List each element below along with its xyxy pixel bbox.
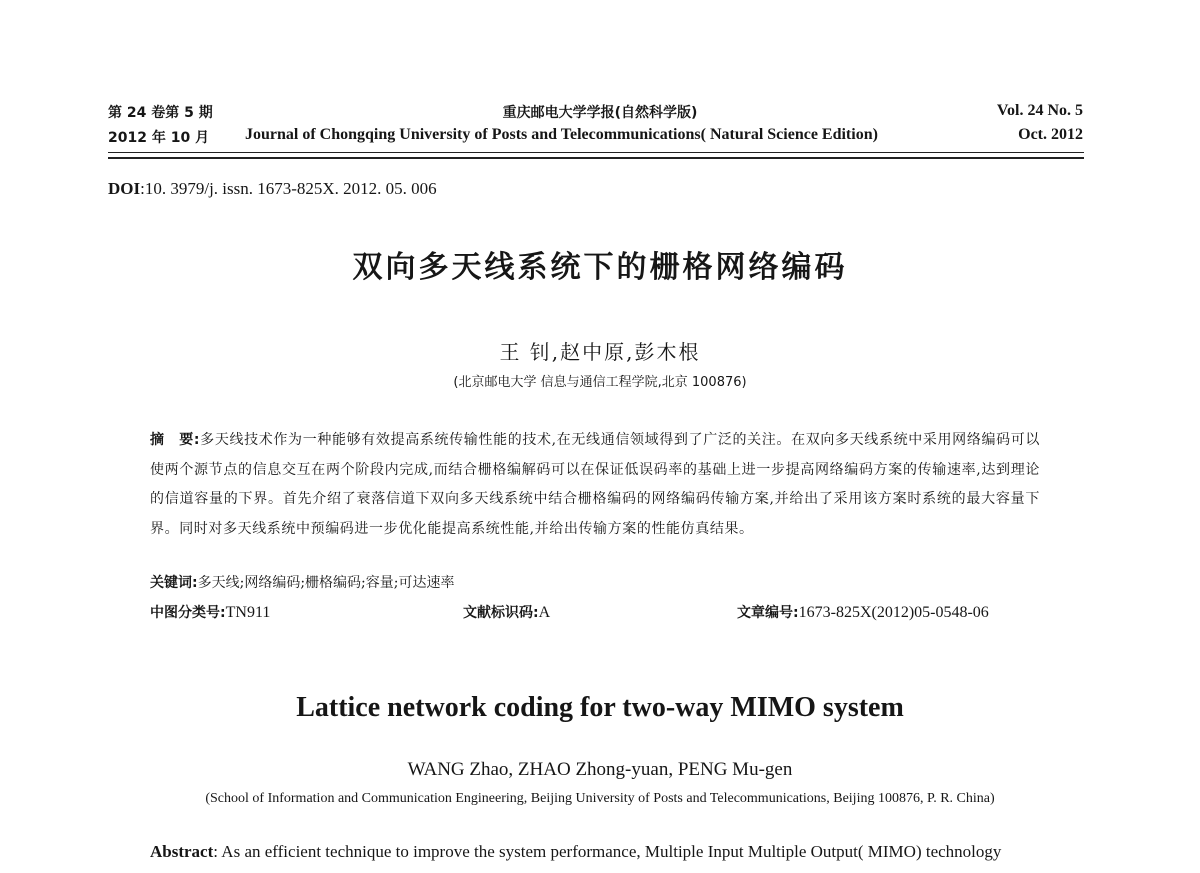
affiliation-cn: (北京邮电大学 信息与通信工程学院,北京 100876) <box>453 375 747 390</box>
abstract-cn-label: 摘 要: <box>150 432 201 448</box>
journal-title-en: Journal of Chongqing University of Posts and Telecommunications( Natural Science Edition) <box>245 126 878 143</box>
abstract-en-text: : As an efficient technique to improve the system performance, Multiple Input Multiple Output( MIMO) technology <box>213 842 1002 861</box>
volume-issue-en: Vol. 24 No. 5 <box>996 102 1083 119</box>
authors-en: WANG Zhao, ZHAO Zhong-yuan, PENG Mu-gen <box>407 759 793 780</box>
header-rule-thin <box>108 152 1084 153</box>
header-rule-thick <box>108 157 1084 159</box>
abstract-cn-text: 多天线技术作为一种能够有效提高系统传输性能的技术,在无线通信领域得到了广泛的关注。在双向多天线系统中采用网络编码可以使两个源节点的信息交互在两个阶段内完成,而结合栅格编解码可以在保证低误码率的基础上进一步提高网络编码方案的传输速率,达到理论的信道容量的下界。首先介绍了衰落信道下双向多天线系统中结合栅格编码的网络编码传输方案,并给出了采用该方案时系统的最大容量下界。同时对多天线系统中预编码进一步优化能提高系统性能,并给出传输方案的性能仿真结果。 <box>150 432 1041 537</box>
paper-title-cn: 双向多天线系统下的栅格网络编码 <box>352 250 848 285</box>
abstract-cn <box>150 426 1040 544</box>
journal-title-cn: 重庆邮电大学学报(自然科学版) <box>502 105 698 121</box>
document-code <box>463 602 550 622</box>
clc-number <box>150 602 270 622</box>
article-number <box>737 602 989 622</box>
abstract-en <box>150 838 1050 866</box>
volume-issue-cn: 第 24 卷第 5 期 <box>108 105 213 121</box>
paper-title-en: Lattice network coding for two-way MIMO system <box>296 692 904 723</box>
article-number-value: 1673-825X(2012)05-0548-06 <box>798 604 989 621</box>
doi[interactable] <box>108 179 437 199</box>
publication-date-en: Oct. 2012 <box>1018 126 1083 143</box>
authors-cn: 王 钊,赵中原,彭木根 <box>499 340 701 364</box>
affiliation-en: (School of Information and Communication Engineering, Beijing University of Posts and Telecommunications, Beijing 100876, P. R. China) <box>205 791 995 806</box>
keywords-cn-text: 多天线;网络编码;栅格编码;容量;可达速率 <box>197 575 455 591</box>
doi-value: :10. 3979/j. issn. 1673-825X. 2012. 05. 006 <box>140 179 437 198</box>
abstract-en-label: Abstract <box>150 842 214 861</box>
keywords-cn <box>150 572 454 592</box>
doi-label: DOI <box>108 179 141 198</box>
clc-label: 中图分类号: <box>150 605 226 621</box>
publication-date-cn: 2012 年 10 月 <box>108 130 210 146</box>
document-code-value: A <box>538 604 551 621</box>
article-number-label: 文章编号: <box>737 605 799 621</box>
document-code-label: 文献标识码: <box>463 605 539 621</box>
keywords-cn-label: 关键词: <box>150 575 198 591</box>
clc-value: TN911 <box>225 604 271 621</box>
